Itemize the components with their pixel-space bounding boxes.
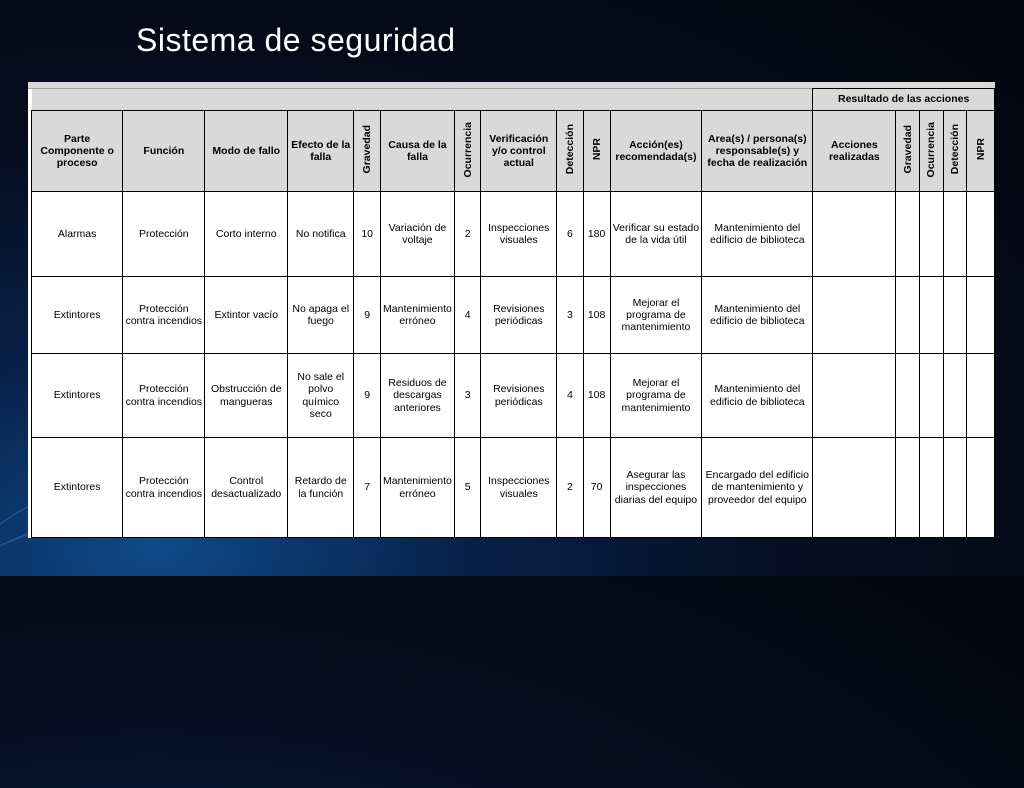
header-cell-vertical [967,111,995,192]
spreadsheet-image [28,82,995,538]
header-cell: Modo de fallo [205,111,288,192]
header-cell: Parte Componente o proceso [32,111,123,192]
header-cell-vertical [454,111,481,192]
table-cell: Extintor vacío [205,277,288,354]
header-cell: Efecto de la falla [288,111,354,192]
table-cell: Protección [123,192,205,277]
table-cell: Mantenimiento erróneo [381,277,455,354]
empty-result-cell [896,277,920,354]
table-cell: Mejorar el programa de mantenimiento [610,277,702,354]
header-cell-vertical [354,111,381,192]
header-cell-vertical [896,111,920,192]
empty-result-cell [943,277,967,354]
table-cell: 4 [454,277,481,354]
empty-result-cell [896,192,920,277]
table-cell: Mantenimiento erróneo [381,438,455,538]
table-cell: 4 [557,354,584,438]
empty-result-cell [967,438,995,538]
empty-result-cell [967,354,995,438]
table-cell: 108 [583,354,610,438]
table-cell: Protección contra incendios [123,354,205,438]
header-label: Ocurrencia [461,121,474,178]
table-cell: Alarmas [32,192,123,277]
table-cell: Mantenimiento del edificio de biblioteca [702,354,813,438]
header-label: Detección [948,124,961,175]
empty-result-cell [813,277,896,354]
table-cell: 5 [454,438,481,538]
table-cell: Control desactualizado [205,438,288,538]
header-label: NPR [590,138,603,161]
table-cell: 180 [583,192,610,277]
header-label: NPR [974,138,987,161]
table-cell: Mejorar el programa de mantenimiento [610,354,702,438]
table-cell: Corto interno [205,192,288,277]
table-cell: No notifica [288,192,354,277]
table-cell: Variación de voltaje [381,192,455,277]
table-cell: 108 [583,277,610,354]
empty-result-cell [967,192,995,277]
table-cell: Mantenimiento del edificio de biblioteca [702,277,813,354]
table-cell: Extintores [32,277,123,354]
header-label: Gravedad [901,125,914,174]
empty-result-cell [896,354,920,438]
table-cell: Extintores [32,438,123,538]
empty-result-cell [896,438,920,538]
table-cell: 70 [583,438,610,538]
empty-result-cell [813,354,896,438]
empty-result-cell [943,192,967,277]
header-cell: Area(s) / persona(s) responsable(s) y fecha de realización [702,111,813,192]
header-cell-vertical [943,111,967,192]
table-cell: Inspecciones visuales [481,192,557,277]
header-spacer [32,89,813,111]
empty-result-cell [943,438,967,538]
fmea-table [31,88,995,538]
table-cell: Retardo de la función [288,438,354,538]
table-cell: 9 [354,277,381,354]
empty-result-cell [813,192,896,277]
header-label: Ocurrencia [925,121,938,178]
table-cell: No apaga el fuego [288,277,354,354]
table-cell: Revisiones periódicas [481,354,557,438]
table-cell: No sale el polvo químico seco [288,354,354,438]
table-cell: 7 [354,438,381,538]
header-cell: Verificación y/o control actual [481,111,557,192]
header-cell: Acción(es) recomendada(s) [610,111,702,192]
header-cell: Acciones realizadas [813,111,896,192]
table-cell: Mantenimiento del edificio de biblioteca [702,192,813,277]
header-cell: Función [123,111,205,192]
table-cell: Revisiones periódicas [481,277,557,354]
empty-result-cell [920,438,944,538]
table-cell: Verificar su estado de la vida útil [610,192,702,277]
table-cell: 2 [557,438,584,538]
empty-result-cell [920,354,944,438]
empty-result-cell [920,192,944,277]
table-cell: Inspecciones visuales [481,438,557,538]
table-cell: Extintores [32,354,123,438]
empty-result-cell [943,354,967,438]
empty-result-cell [967,277,995,354]
header-cell-vertical [920,111,944,192]
table-cell: Asegurar las inspecciones diarias del equipo [610,438,702,538]
header-label: Detección [563,124,576,175]
empty-result-cell [920,277,944,354]
table-row [32,438,995,538]
table-cell: Protección contra incendios [123,438,205,538]
table-cell: 3 [557,277,584,354]
table-cell: 10 [354,192,381,277]
header-cell: Causa de la falla [381,111,455,192]
table-cell: Obstrucción de mangueras [205,354,288,438]
table-cell: 9 [354,354,381,438]
slide-title: Sistema de seguridad [136,22,456,58]
table-cell: 2 [454,192,481,277]
table-cell: 3 [454,354,481,438]
table-cell: 6 [557,192,584,277]
table-row [32,354,995,438]
empty-result-cell [813,438,896,538]
header-cell-vertical [557,111,584,192]
table-row [32,192,995,277]
header-label: Gravedad [361,125,374,174]
table-cell: Protección contra incendios [123,277,205,354]
results-group-header: Resultado de las acciones [813,89,995,111]
table-row [32,277,995,354]
table-cell: Residuos de descargas anteriores [381,354,455,438]
header-cell-vertical [583,111,610,192]
table-cell: Encargado del edificio de mantenimiento y proveedor del equipo [702,438,813,538]
